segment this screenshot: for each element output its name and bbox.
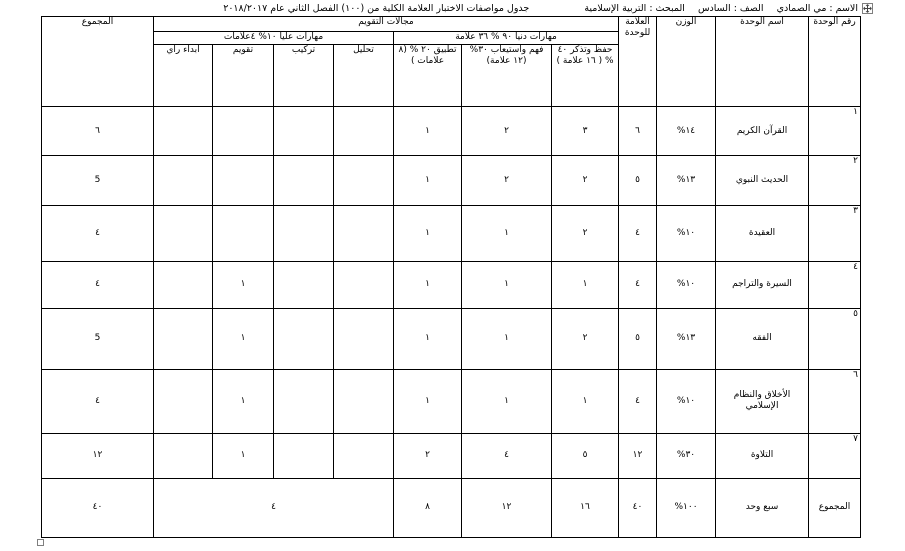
unit-name: السيرة والتراجم — [716, 261, 809, 308]
table-row — [42, 107, 861, 156]
synthesis-value — [274, 206, 334, 261]
header-unit-name: اسم الوحدة — [716, 17, 809, 107]
document-title: جدول مواصفات الاختبار العلامة الكلية من (١٠٠) الفصل الثاني عام ٢٠١٨/٢٠١٧ — [223, 3, 530, 14]
analysis-value — [334, 206, 394, 261]
understand-value: ٢ — [462, 107, 552, 156]
header-opinion: ابداء راي — [154, 44, 213, 106]
unit-weight: ١٠% — [657, 206, 716, 261]
totals-apply: ٨ — [394, 478, 462, 537]
totals-higher-skills: ٤ — [154, 478, 394, 537]
header-analysis: تحليل — [334, 44, 394, 106]
apply-value: ١ — [394, 156, 462, 206]
header-unit-no: رقم الوحدة — [809, 17, 861, 107]
table-row — [42, 206, 861, 261]
synthesis-value — [274, 308, 334, 369]
unit-name: العقيدة — [716, 206, 809, 261]
totals-units: سبع وحد — [716, 478, 809, 537]
unit-mark: ٥ — [619, 156, 657, 206]
table-row — [42, 156, 861, 206]
apply-value: ٢ — [394, 433, 462, 478]
evaluation-value: ١ — [213, 261, 274, 308]
unit-no: ٧ — [809, 433, 861, 478]
unit-name: الأخلاق والنظام الإسلامي — [716, 370, 809, 433]
row-total: ٤ — [42, 261, 154, 308]
unit-mark: ٦ — [619, 107, 657, 156]
row-total: ٤ — [42, 206, 154, 261]
analysis-value — [334, 261, 394, 308]
synthesis-value — [274, 156, 334, 206]
analysis-value — [334, 156, 394, 206]
unit-mark: ١٢ — [619, 433, 657, 478]
totals-grand-total: ٤٠ — [42, 478, 154, 537]
unit-weight: ١٠% — [657, 370, 716, 433]
unit-name: الحديث النبوي — [716, 156, 809, 206]
totals-remember: ١٦ — [552, 478, 619, 537]
table-row — [42, 261, 861, 308]
unit-weight: ١٠% — [657, 261, 716, 308]
document-header — [150, 2, 858, 16]
header-evaluation: تقويم — [213, 44, 274, 106]
unit-no: ٥ — [809, 308, 861, 369]
analysis-value — [334, 107, 394, 156]
opinion-value — [154, 261, 213, 308]
evaluation-value: ١ — [213, 308, 274, 369]
table-row — [42, 308, 861, 369]
opinion-value — [154, 107, 213, 156]
row-total: ٤ — [42, 370, 154, 433]
evaluation-value: ١ — [213, 433, 274, 478]
header-weight: الوزن — [657, 17, 716, 107]
evaluation-value — [213, 156, 274, 206]
synthesis-value — [274, 261, 334, 308]
unit-name: التلاوة — [716, 433, 809, 478]
opinion-value — [154, 206, 213, 261]
header-evaluation-areas: مجالات التقويم — [154, 17, 619, 32]
understand-value: ١ — [462, 261, 552, 308]
unit-weight: ١٤% — [657, 107, 716, 156]
unit-mark: ٤ — [619, 370, 657, 433]
apply-value: ١ — [394, 107, 462, 156]
remember-value: ٢ — [552, 308, 619, 369]
evaluation-value — [213, 206, 274, 261]
student-name: الاسم : مي الصمادي — [776, 3, 858, 14]
header-unit-mark: العلامة للوحدة — [619, 17, 657, 107]
table-move-handle-icon[interactable] — [862, 3, 873, 14]
table-resize-handle[interactable] — [37, 539, 44, 546]
unit-no: ٢ — [809, 156, 861, 206]
understand-value: ١ — [462, 308, 552, 369]
remember-value: ٥ — [552, 433, 619, 478]
apply-value: ١ — [394, 370, 462, 433]
opinion-value — [154, 156, 213, 206]
unit-weight: ١٣% — [657, 308, 716, 369]
subject-label: المبحث : التربية الإسلامية — [584, 3, 685, 14]
understand-value: ٤ — [462, 433, 552, 478]
unit-mark: ٥ — [619, 308, 657, 369]
unit-weight: ١٣% — [657, 156, 716, 206]
totals-weight: ١٠٠% — [657, 478, 716, 537]
header-understand: فهم واستيعاب ٣٠% (١٢ علامة) — [462, 44, 552, 106]
evaluation-value — [213, 107, 274, 156]
opinion-value — [154, 308, 213, 369]
unit-name: القرآن الكريم — [716, 107, 809, 156]
specification-table — [41, 16, 861, 538]
totals-understand: ١٢ — [462, 478, 552, 537]
totals-mark: ٤٠ — [619, 478, 657, 537]
unit-no: ٤ — [809, 261, 861, 308]
remember-value: ٣ — [552, 107, 619, 156]
apply-value: ١ — [394, 206, 462, 261]
understand-value: ١ — [462, 370, 552, 433]
apply-value: ١ — [394, 308, 462, 369]
evaluation-value: ١ — [213, 370, 274, 433]
remember-value: ١ — [552, 261, 619, 308]
row-total: 5 — [42, 308, 154, 369]
unit-mark: ٤ — [619, 206, 657, 261]
opinion-value — [154, 370, 213, 433]
header-higher-skills: مهارات عليا ١٠% ٤علامات — [154, 32, 394, 44]
class-label: الصف : السادس — [697, 3, 764, 14]
unit-weight: ٣٠% — [657, 433, 716, 478]
apply-value: ١ — [394, 261, 462, 308]
row-total: ١٢ — [42, 433, 154, 478]
unit-no: ١ — [809, 107, 861, 156]
analysis-value — [334, 308, 394, 369]
table-row — [42, 370, 861, 433]
synthesis-value — [274, 370, 334, 433]
totals-row — [42, 478, 861, 537]
header-synthesis: تركيب — [274, 44, 334, 106]
synthesis-value — [274, 107, 334, 156]
unit-no: ٦ — [809, 370, 861, 433]
header-remember: حفظ وتذكر ٤٠ % ( ١٦ علامة ) — [552, 44, 619, 106]
remember-value: ٢ — [552, 206, 619, 261]
synthesis-value — [274, 433, 334, 478]
unit-no: ٣ — [809, 206, 861, 261]
opinion-value — [154, 433, 213, 478]
row-total: ٦ — [42, 107, 154, 156]
unit-name: الفقه — [716, 308, 809, 369]
totals-label: المجموع — [809, 478, 861, 537]
remember-value: ٢ — [552, 156, 619, 206]
row-total: 5 — [42, 156, 154, 206]
table-row — [42, 433, 861, 478]
unit-mark: ٤ — [619, 261, 657, 308]
header-lower-skills: مهارات دنيا ٩٠ % ٣٦ علامة — [394, 32, 619, 44]
understand-value: ٢ — [462, 156, 552, 206]
understand-value: ١ — [462, 206, 552, 261]
analysis-value — [334, 370, 394, 433]
header-apply: تطبيق ٢٠ % (٨ علامات ) — [394, 44, 462, 106]
header-total: المجموع — [42, 17, 154, 107]
analysis-value — [334, 433, 394, 478]
remember-value: ١ — [552, 370, 619, 433]
